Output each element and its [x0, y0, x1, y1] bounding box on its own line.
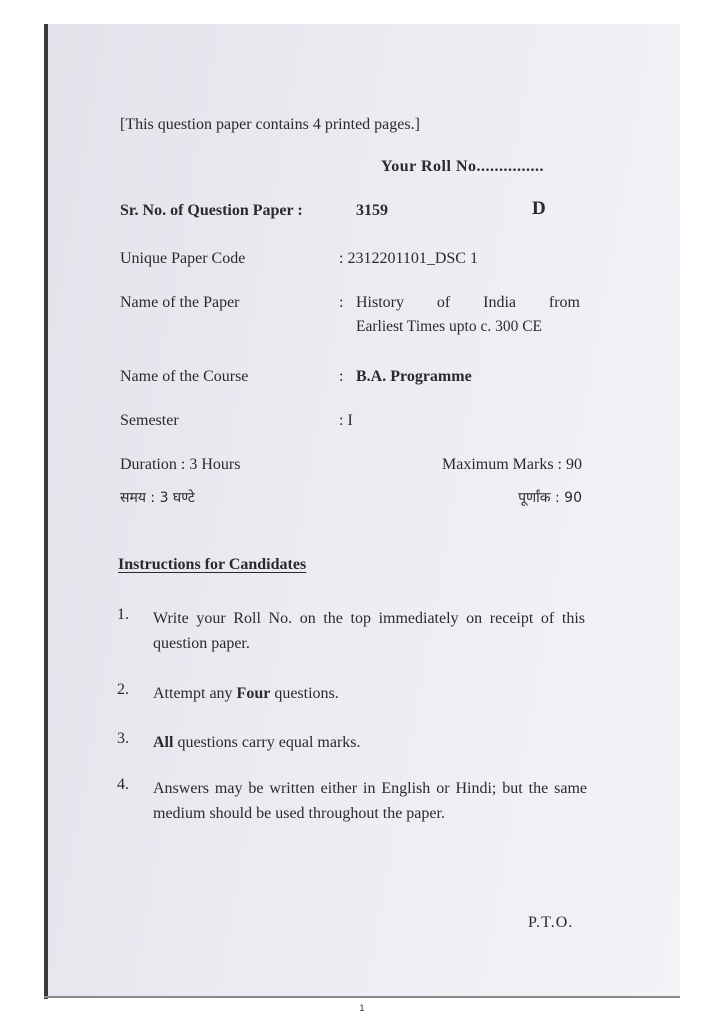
paper-name-word: of — [436, 294, 451, 311]
paper-name-line2: Earliest Times upto c. 300 CE — [356, 318, 542, 335]
paper-name-word: India — [483, 294, 516, 311]
set-code: D — [532, 198, 546, 219]
instruction-text-part: questions carry equal marks. — [173, 734, 361, 751]
instruction-number: 1. — [117, 606, 129, 623]
instruction-text: Answers may be written either in English or Hindi; but the same medium should be used throughout the paper. — [153, 780, 587, 822]
paper-name-label: Name of the Paper — [120, 294, 240, 311]
instruction-text-part: questions. — [270, 685, 339, 702]
instruction-emphasis: All — [153, 734, 174, 751]
instruction-number: 4. — [117, 776, 129, 793]
scan-edge-bottom — [44, 996, 680, 998]
course-label: Name of the Course — [120, 368, 249, 385]
course-colon: : — [339, 368, 344, 385]
pto-marker: P.T.O. — [528, 914, 574, 931]
page-number: 1 — [359, 1003, 365, 1013]
semester-value: : I — [339, 412, 353, 429]
roll-no-field: Your Roll No............... — [381, 158, 544, 175]
sr-no-value: 3159 — [356, 202, 388, 219]
instruction-text — [153, 730, 585, 755]
sr-no-label: Sr. No. of Question Paper : — [120, 202, 303, 219]
paper-code-value: : 2312201101_DSC 1 — [339, 250, 478, 267]
instruction-text — [153, 681, 585, 706]
max-marks: Maximum Marks : 90 — [442, 456, 582, 473]
instruction-emphasis: Four — [236, 685, 271, 702]
duration-hindi: समय : 3 घण्टे — [120, 490, 195, 506]
instructions-heading: Instructions for Candidates — [118, 556, 307, 573]
paper-name-word: History — [356, 294, 404, 311]
instruction-number: 3. — [117, 730, 129, 747]
question-paper-sheet — [48, 24, 680, 996]
instruction-text-part: Attempt any — [153, 685, 237, 702]
paper-code-label: Unique Paper Code — [120, 250, 246, 267]
course-value: B.A. Programme — [356, 368, 472, 385]
paper-name-line1 — [356, 294, 580, 312]
semester-label: Semester — [120, 412, 179, 429]
max-marks-hindi: पूर्णांक : 90 — [518, 490, 582, 506]
pages-note: [This question paper contains 4 printed pages.] — [120, 116, 420, 133]
instruction-number: 2. — [117, 681, 129, 698]
instruction-text: Write your Roll No. on the top immediately on receipt of this question paper. — [153, 610, 585, 652]
duration: Duration : 3 Hours — [120, 456, 241, 473]
paper-name-word: from — [548, 294, 580, 311]
paper-name-colon: : — [339, 294, 344, 311]
